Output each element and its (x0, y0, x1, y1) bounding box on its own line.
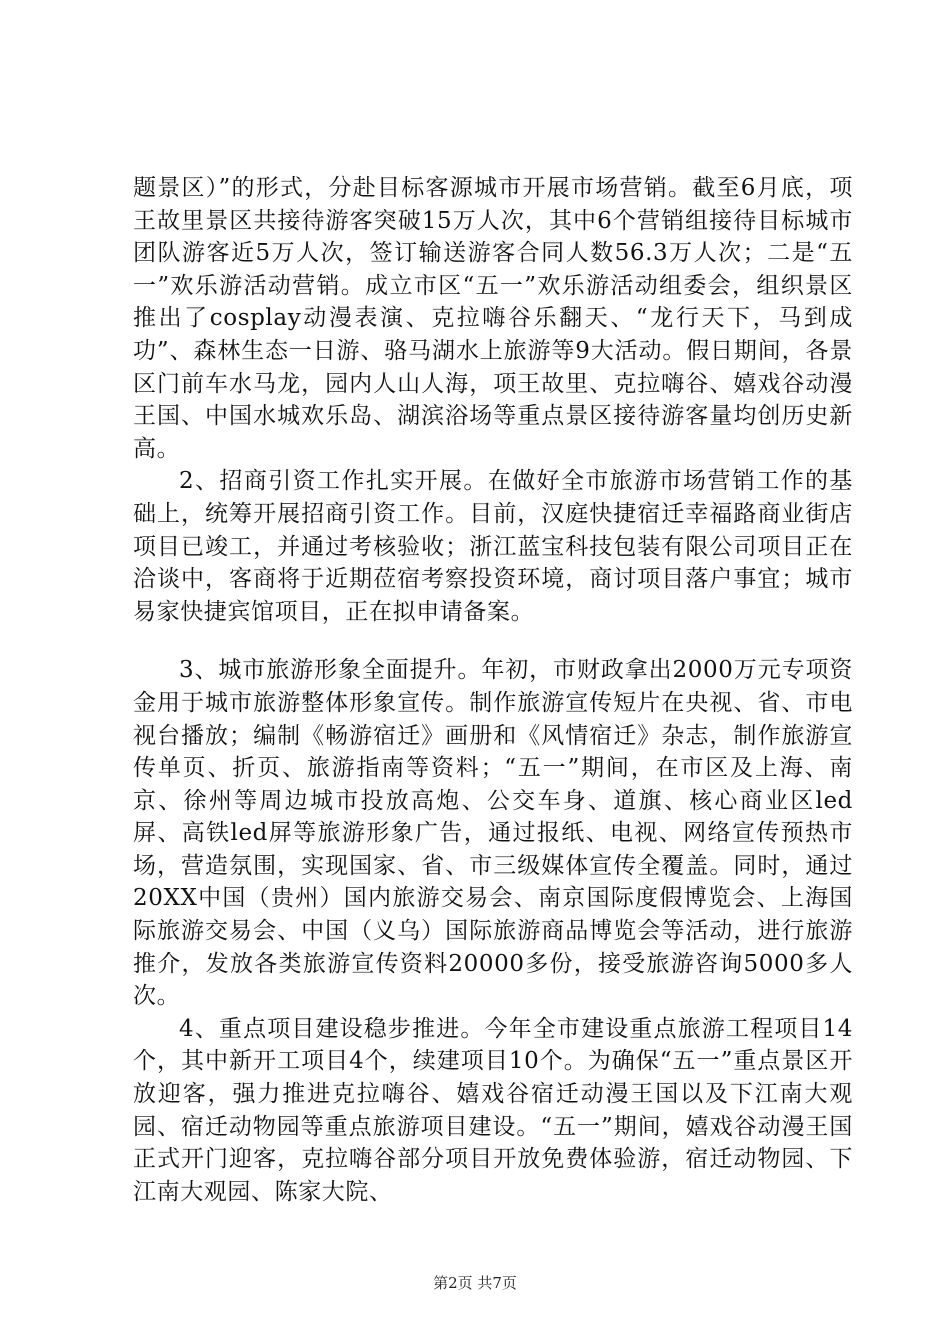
page-number-footer: 第2页 共7页 (433, 1274, 517, 1292)
paragraph-city-image: 3、城市旅游形象全面提升。年初，市财政拿出2000万元专项资金用于城市旅游整体形象宣传。制作旅游宣传短片在央视、省、市电视台播放；编制《畅游宿迁》画册和《风情宿迁》杂志，制作旅游宣传单页、折页、旅游指南等资料；“五一”期间，在市区及上海、南京、徐州等周边城市投放高炮、公交车身、道旗、核心商业区led屏、高铁led屏等旅游形象广告，通过报纸、电视、网络宣传预热市场，营造氛围，实现国家、省、市三级媒体宣传全覆盖。同时，通过20XX中国（贵州）国内旅游交易会、南京国际度假博览会、上海国际旅游交易会、中国（义乌）国际旅游商品博览会等活动，进行旅游推介，发放各类旅游宣传资料20000多份，接受旅游咨询5000多人次。 (133, 657, 853, 1010)
paragraph-key-projects: 4、重点项目建设稳步推进。今年全市建设重点旅游工程项目14个，其中新开工项目4个，续建项目10个。为确保“五一”重点景区开放迎客，强力推进克拉嗨谷、嬉戏谷宿迁动漫王国以及下江南大观园、宿迁动物园等重点旅游项目建设。“五一”期间，嬉戏谷动漫王国正式开门迎客，克拉嗨谷部分项目开放免费体验游，宿迁动物园、下江南大观园、陈家大院、 (133, 1015, 853, 1205)
document-body (133, 172, 853, 1208)
paragraph-continuation: 题景区）”的形式，分赴目标客源城市开展市场营销。截至6月底，项王故里景区共接待游客突破15万人次，其中6个营销组接待目标城市团队游客近5万人次，签订输送游客合同人数56.3万人次；二是“五一”欢乐游活动营销。成立市区“五一”欢乐游活动组委会，组织景区推出了cosplay动漫表演、克拉嗨谷乐翻天、“龙行天下，马到成功”、森林生态一日游、骆马湖水上旅游等9大活动。假日期间，各景区门前车水马龙，园内人山人海，项王故里、克拉嗨谷、嬉戏谷动漫王国、中国水城欢乐岛、湖滨浴场等重点景区接待游客量均创历史新高。 (133, 175, 853, 462)
paragraph-investment: 2、招商引资工作扎实开展。在做好全市旅游市场营销工作的基础上，统筹开展招商引资工作。目前，汉庭快捷宿迁幸福路商业街店项目已竣工，并通过考核验收；浙江蓝宝科技包装有限公司项目正在洽谈中，客商将于近期莅宿考察投资环境，商讨项目落户事宜；城市易家快捷宾馆项目，正在拟申请备案。 (133, 468, 853, 625)
